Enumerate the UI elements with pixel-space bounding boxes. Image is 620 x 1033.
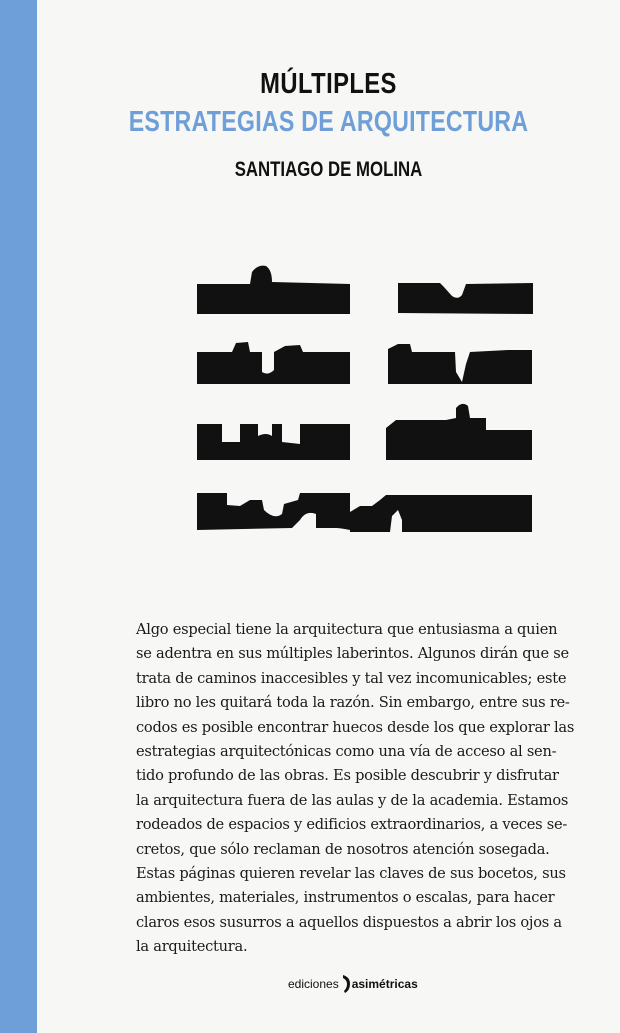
publisher-mark-icon (342, 974, 351, 994)
block-shape (197, 424, 350, 460)
book-subtitle: ESTRATEGIAS DE ARQUITECTURA (128, 106, 529, 138)
blurb-line: estrategias arquitectónicas como una vía de acceso al sen- (136, 743, 557, 761)
blurb-line: Estas páginas quieren revelar las claves de sus bocetos, sus (136, 865, 566, 883)
blurb-line: codos es posible encontrar huecos desde los que explorar las (136, 718, 575, 736)
block-shape (197, 266, 350, 314)
blurb-line: se adentra en sus múltiples laberintos. Algunos dirán que se (136, 645, 569, 663)
publisher-name: asimétricas (351, 977, 418, 991)
blurb-line: la arquitectura. (136, 938, 248, 956)
blurb-line: libro no les quitará toda la razón. Sin embargo, entre sus re- (136, 694, 570, 712)
block-shape (197, 342, 350, 384)
blurb-line: trata de caminos inaccesibles y tal vez incomunicables; este (136, 669, 567, 687)
blurb-line: cretos, que sólo reclaman de nosotros atención sosegada. (136, 840, 550, 858)
block-shape (197, 493, 350, 530)
back-cover-blurb (136, 618, 601, 960)
blurb-line: la arquitectura fuera de las aulas y de la academia. Estamos (136, 791, 569, 809)
block-shape (398, 283, 533, 314)
block-shape (350, 495, 532, 532)
blurb-line: tido profundo de las obras. Es posible descubrir y disfrutar (136, 767, 559, 785)
book-author: SANTIAGO DE MOLINA (234, 158, 423, 181)
block-shape (388, 344, 532, 384)
publisher-logo (288, 972, 418, 996)
publisher-prefix: ediciones (288, 977, 339, 991)
block-shape (386, 404, 532, 460)
blurb-line: Algo especial tiene la arquitectura que entusiasma a quien (136, 621, 558, 638)
book-title: MÚLTIPLES (260, 68, 397, 100)
blurb-line: claros esos susurros a aquellos dispuestos a abrir los ojos a (136, 913, 562, 931)
blurb-line: ambientes, materiales, instrumentos o escalas, para hacer (136, 889, 555, 907)
blurb-line: rodeados de espacios y edificios extraordinarios, a veces se- (136, 816, 568, 834)
